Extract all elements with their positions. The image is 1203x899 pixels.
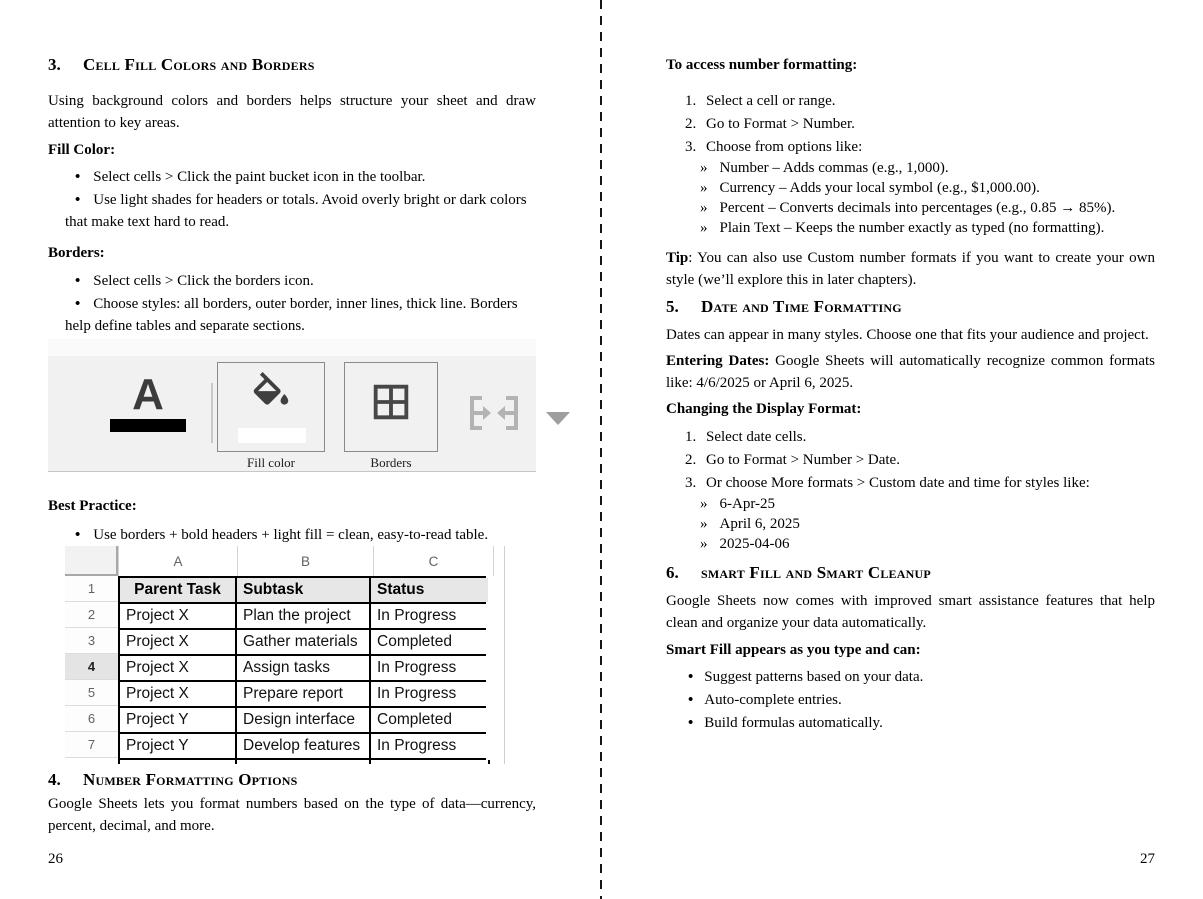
- section-number: 4.: [48, 770, 61, 789]
- page-number-left: 26: [48, 851, 63, 867]
- table-cell: Project Y: [120, 708, 235, 732]
- table-cell: In Progress: [371, 656, 488, 680]
- paint-bucket-icon: [248, 372, 294, 418]
- text-color-icon: A: [110, 373, 186, 432]
- list-item: • Select cells > Click the borders icon.: [48, 270, 536, 292]
- table-cell: Develop features: [237, 734, 369, 758]
- row-number: 7: [65, 732, 118, 758]
- numbered-step: 1. Select date cells.: [685, 429, 807, 445]
- tip-paragraph: Tip: You can also use Custom number formats if you want to create your own style (we’ll explore this in later chapters).: [666, 250, 1155, 288]
- format-option: » Number – Adds commas (e.g., 1,000).: [666, 158, 1155, 178]
- date-style-option: » April 6, 2025: [666, 514, 1155, 534]
- list-item: • Use light shades for headers or totals. Avoid overly bright or dark colors that make text hard to read.: [48, 189, 536, 233]
- row-number: 6: [65, 706, 118, 732]
- row-number: 2: [65, 602, 118, 628]
- row-number-selected: 4: [65, 654, 118, 680]
- table-cell: Assign tasks: [237, 656, 369, 680]
- fill-color-swatch-white: [238, 428, 306, 443]
- numbered-step: 3. Choose from options like:: [685, 139, 863, 155]
- section-title: Date and Time Formatting: [701, 297, 902, 316]
- table-cell: Prepare report: [237, 682, 369, 706]
- intro-paragraph: Using background colors and borders helps structure your sheet and draw attention to key areas.: [48, 93, 536, 131]
- toolbar-screenshot: [48, 339, 536, 472]
- changing-display-format-label: Changing the Display Format:: [666, 401, 862, 417]
- date-style-option: » 2025-04-06: [666, 534, 1155, 554]
- row-number: 5: [65, 680, 118, 706]
- section-heading-6: [666, 562, 1155, 584]
- section-title: smart Fill and Smart Cleanup: [701, 563, 931, 582]
- list-item: • Auto-complete entries.: [666, 689, 1155, 711]
- table-cell: Completed: [371, 708, 488, 732]
- section-title: Cell Fill Colors and Borders: [83, 55, 315, 74]
- entering-dates-label: Entering Dates:: [666, 353, 770, 369]
- toolbar-top-strip: [48, 339, 536, 356]
- table-header-cell: Status: [371, 578, 488, 602]
- table-header-cell: Subtask: [237, 578, 369, 602]
- table-cell: Project X: [120, 656, 235, 680]
- table-cell: In Progress: [371, 734, 488, 758]
- sheet-corner-cell: [65, 546, 118, 576]
- numbered-step: 2. Go to Format > Number.: [685, 116, 855, 132]
- page-divider-dashed-line: [600, 0, 602, 899]
- table-cell: Design interface: [237, 708, 369, 732]
- section-number: 6.: [666, 563, 679, 582]
- smart-fill-label: Smart Fill appears as you type and can:: [666, 642, 921, 658]
- best-practice-label: Best Practice:: [48, 498, 137, 514]
- body-paragraph: Dates can appear in many styles. Choose one that fits your audience and project.: [666, 327, 1149, 343]
- section-heading-4: [48, 769, 536, 791]
- section-heading-5: [666, 296, 1155, 318]
- access-number-formatting-label: To access number formatting:: [666, 57, 858, 73]
- section-number: 5.: [666, 297, 679, 316]
- data-table: [118, 576, 486, 760]
- row-number: 1: [65, 576, 118, 602]
- list-item: • Suggest patterns based on your data.: [666, 666, 1155, 688]
- row-number: 3: [65, 628, 118, 654]
- tip-label: Tip: [666, 250, 689, 266]
- right-page: [666, 0, 1155, 734]
- fill-color-button-frame: [217, 362, 325, 452]
- table-cell: Project X: [120, 682, 235, 706]
- borders-grid-icon: [368, 379, 414, 425]
- table-cell: Plan the project: [237, 604, 369, 628]
- format-option: » Plain Text – Keeps the number exactly as typed (no formatting).: [666, 218, 1155, 238]
- body-paragraph: Google Sheets lets you format numbers based on the type of data—currency, percent, decimal, and more.: [48, 796, 536, 834]
- section-title: Number Formatting Options: [83, 770, 298, 789]
- list-item: • Select cells > Click the paint bucket icon in the toolbar.: [48, 166, 536, 188]
- list-item: • Build formulas automatically.: [666, 712, 1155, 734]
- borders-caption: Borders: [370, 455, 412, 470]
- spreadsheet-screenshot: [65, 546, 501, 764]
- text-color-black-bar: [110, 419, 186, 432]
- format-option: » Currency – Adds your local symbol (e.g., $1,000.00).: [666, 178, 1155, 198]
- cropped-next-row: [65, 760, 501, 764]
- table-cell: In Progress: [371, 604, 488, 628]
- table-cell: Project Y: [120, 734, 235, 758]
- dropdown-arrow-icon: [546, 412, 570, 425]
- section-heading-3: [48, 54, 536, 76]
- column-letters-row: [65, 546, 501, 576]
- numbered-step: 3. Or choose More formats > Custom date and time for styles like:: [685, 475, 1090, 491]
- body-paragraph: Google Sheets now comes with improved smart assistance features that help clean and organize your data automatically.: [666, 593, 1155, 631]
- table-cell: In Progress: [371, 682, 488, 706]
- borders-label: Borders:: [48, 245, 105, 261]
- column-letter: A: [118, 546, 237, 576]
- numbered-step: 2. Go to Format > Number > Date.: [685, 452, 900, 468]
- date-style-option: » 6-Apr-25: [666, 494, 1155, 514]
- page-number-right: 27: [1140, 851, 1155, 867]
- table-cell: Gather materials: [237, 630, 369, 654]
- borders-button-frame: [344, 362, 438, 452]
- column-letter: C: [373, 546, 494, 576]
- sheet-grid-edge: [504, 546, 505, 764]
- section-number: 3.: [48, 55, 61, 74]
- toolbar-divider: [211, 383, 213, 443]
- numbered-step: 1. Select a cell or range.: [685, 93, 836, 109]
- fill-color-label: Fill Color:: [48, 142, 116, 158]
- fill-color-caption: Fill color: [246, 455, 296, 470]
- list-item: • Use borders + bold headers + light fill = clean, easy-to-read table.: [48, 524, 536, 546]
- row-number-column: [65, 576, 118, 760]
- table-cell: Completed: [371, 630, 488, 654]
- table-header-cell: Parent Task: [120, 578, 235, 602]
- column-letter: B: [237, 546, 373, 576]
- format-option: » Percent – Converts decimals into percentages (e.g., 0.85 → 85%).: [666, 198, 1155, 218]
- table-cell: Project X: [120, 604, 235, 628]
- list-item: • Choose styles: all borders, outer border, inner lines, thick line. Borders help define tables and separate sections.: [48, 293, 536, 337]
- left-page: [48, 0, 536, 837]
- entering-dates-paragraph: Entering Dates: Google Sheets will automatically recognize common formats like: 4/6/2025 or April 6, 2025.: [666, 353, 1155, 391]
- merge-cells-icon: [468, 394, 520, 432]
- table-cell: Project X: [120, 630, 235, 654]
